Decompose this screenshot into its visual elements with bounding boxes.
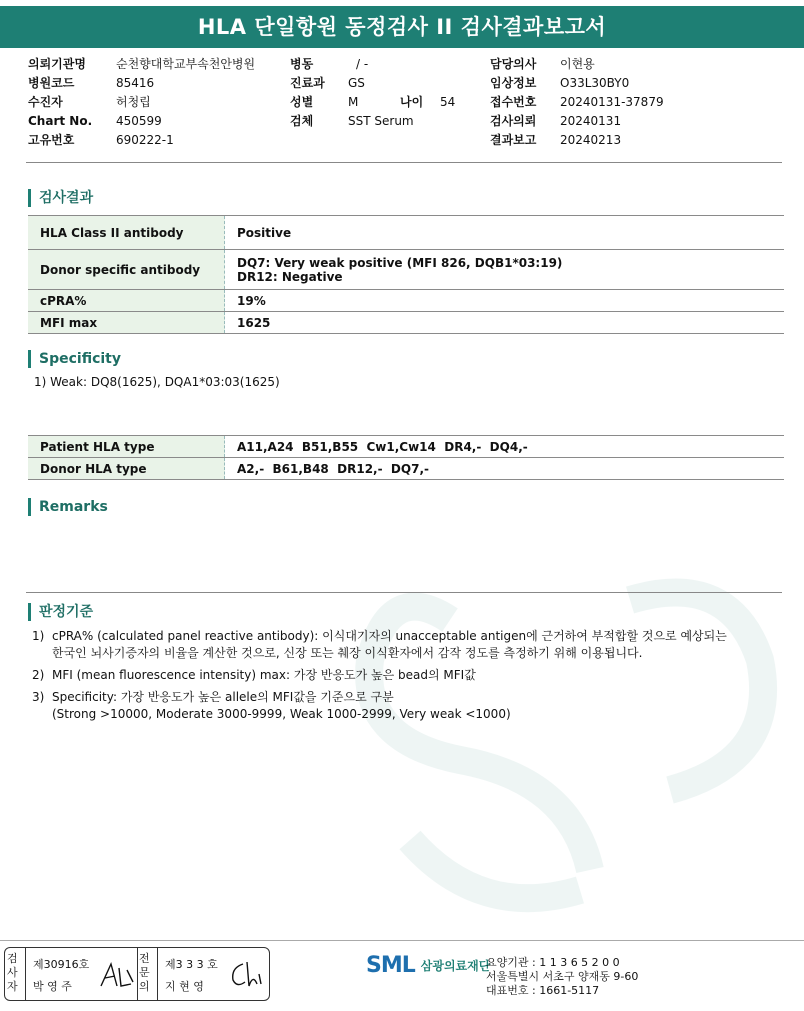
hla-table xyxy=(28,435,784,480)
specialist-signature-icon xyxy=(227,958,265,992)
result-label: MFI max xyxy=(28,312,225,334)
section-specificity-title: Specificity xyxy=(28,350,121,368)
table-row xyxy=(28,216,784,250)
info-row: 검체 SST Serum xyxy=(290,114,414,128)
examiner-label: 검사자 xyxy=(7,952,18,993)
criteria-item: 1) cPRA% (calculated panel reactive antibody): 이식대기자의 unacceptable antigen에 근거하여 부적합할 것으로 예상되는 한국인 뇌사기증자의 비율을 계산한 것으로, 신장 또는 췌장 이식환자에서 감작 정도를 측정하기 위해 이용됩니다. xyxy=(32,629,727,660)
criteria-list xyxy=(32,628,782,723)
header-divider xyxy=(26,162,782,163)
info-row: 진료과 GS xyxy=(290,76,365,90)
specialist-number: 제3 3 3 호 xyxy=(165,958,218,971)
info-row: 접수번호 20240131-37879 xyxy=(490,95,664,109)
org-logo xyxy=(366,953,490,978)
specialist-name: 지 현 영 xyxy=(165,980,204,993)
table-row xyxy=(28,312,784,334)
remarks-divider xyxy=(26,592,782,593)
info-row: 수진자 허청립 xyxy=(28,95,151,109)
info-row: 병원코드 85416 xyxy=(28,76,155,90)
result-label: HLA Class II antibody xyxy=(28,216,225,250)
divider xyxy=(157,948,158,1000)
hla-value: A11,A24 B51,B55 Cw1,Cw14 DR4,- DQ4,- xyxy=(225,436,785,458)
result-label: Donor specific antibody xyxy=(28,250,225,290)
examiner-signature-icon xyxy=(97,960,137,992)
info-row: 검사의뢰 20240131 xyxy=(490,114,622,128)
info-row: 병동 / - xyxy=(290,57,369,71)
table-row xyxy=(28,250,784,290)
org-name: 삼광의료재단 xyxy=(420,959,491,973)
result-value: 1625 xyxy=(225,312,785,334)
table-row xyxy=(28,290,784,312)
hla-label: Patient HLA type xyxy=(28,436,225,458)
section-results-title: 검사결과 xyxy=(28,189,93,207)
result-value: DQ7: Very weak positive (MFI 826, DQB1*03:19) DR12: Negative xyxy=(225,250,785,290)
result-label: cPRA% xyxy=(28,290,225,312)
info-row: 성별 M 나이 54 xyxy=(290,95,456,109)
watermark-logo xyxy=(330,540,800,940)
criteria-item: 3) Specificity: 가장 반응도가 높은 allele의 MFI값을 기준으로 구분 (Strong >10000, Moderate 3000-9999, Weak 1000-2999, Very weak <1000) xyxy=(32,690,511,721)
info-row: 임상정보 O33L30BY0 xyxy=(490,76,630,90)
info-row: 고유번호 690222-1 xyxy=(28,133,174,147)
criteria-item: 2) MFI (mean fluorescence intensity) max: 가장 반응도가 높은 bead의 MFI값 xyxy=(32,668,476,682)
org-info: 요양기관 : 1 1 3 6 5 2 0 0 서울특별시 서초구 양재동 9-60 대표번호 : 1661-5117 xyxy=(486,956,639,997)
info-col3 xyxy=(490,55,664,150)
info-col2 xyxy=(290,55,455,131)
divider xyxy=(137,948,138,1000)
examiner-number: 제30916호 xyxy=(33,958,90,971)
result-value: Positive xyxy=(225,216,785,250)
sml-logo-icon: SML xyxy=(366,953,415,978)
info-row: Chart No. 450599 xyxy=(28,114,162,128)
hla-label: Donor HLA type xyxy=(28,458,225,480)
results-table xyxy=(28,215,784,334)
info-row: 담당의사 이현용 xyxy=(490,57,595,71)
specificity-text: 1) Weak: DQ8(1625), DQA1*03:03(1625) xyxy=(34,375,280,389)
specialist-label: 전문의 xyxy=(139,952,150,993)
info-row: 결과보고 20240213 xyxy=(490,133,622,147)
signature-box xyxy=(4,947,270,1001)
section-remarks-title: Remarks xyxy=(28,498,108,516)
footer-divider xyxy=(0,940,804,941)
info-row: 의뢰기관명 순천향대학교부속천안병원 xyxy=(28,57,256,71)
table-row xyxy=(28,436,784,458)
examiner-name: 박 영 주 xyxy=(33,980,72,993)
divider xyxy=(25,948,26,1000)
info-col1 xyxy=(28,55,255,150)
report-title: HLA 단일항원 동정검사 II 검사결과보고서 xyxy=(0,6,804,48)
section-criteria-title: 판정기준 xyxy=(28,603,93,621)
hla-value: A2,- B61,B48 DR12,- DQ7,- xyxy=(225,458,785,480)
result-value: 19% xyxy=(225,290,785,312)
table-row xyxy=(28,458,784,480)
